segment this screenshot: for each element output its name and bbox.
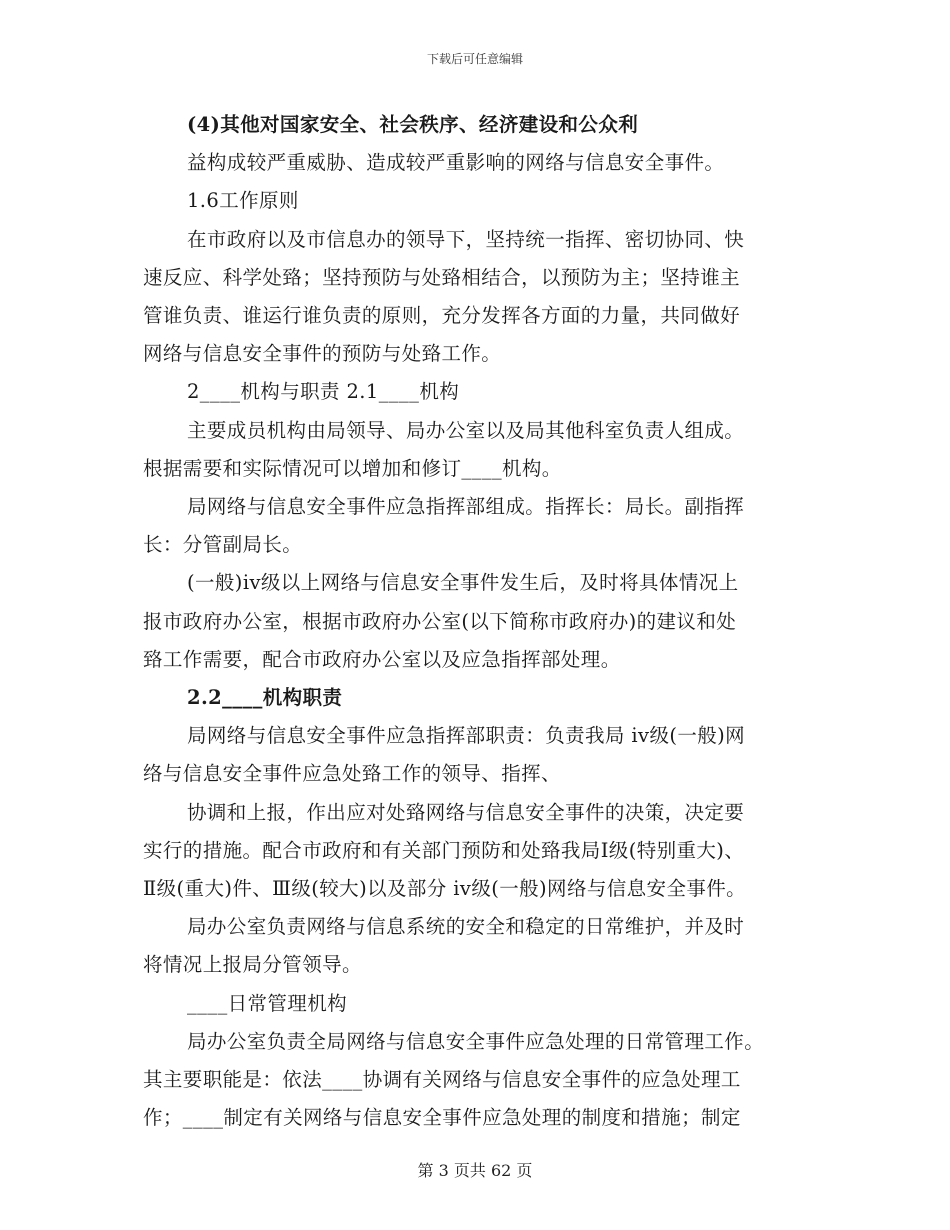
section-heading: 1.6工作原则 [187, 189, 299, 213]
paragraph-line: 协调和上报，作出应对处臵网络与信息安全事件的决策，决定要 [187, 800, 745, 824]
paragraph-line: 益构成较严重威胁、造成较严重影响的网络与信息安全事件。 [187, 151, 725, 175]
paragraph-line: Ⅱ级(重大)件、Ⅲ级(较大)以及部分 iv级(一般)网络与信息安全事件。 [143, 877, 747, 901]
paragraph-line: 实行的措施。配合市政府和有关部门预防和处臵我局Ⅰ级(特别重大)、 [143, 838, 745, 862]
paragraph-line: 局办公室负责全局网络与信息安全事件应急处理的日常管理工作。 [187, 1029, 765, 1053]
paragraph-line: 速反应、科学处臵；坚持预防与处臵相结合，以预防为主；坚持谁主 [143, 265, 741, 289]
paragraph-line: 根据需要和实际情况可以增加和修订____机构。 [143, 456, 562, 480]
paragraph-line: 臵工作需要，配合市政府办公室以及应急指挥部处理。 [143, 647, 621, 671]
page-number-footer: 第 3 页共 62 页 [417, 1161, 533, 1180]
page-header-note: 下载后可任意编辑 [426, 52, 523, 66]
paragraph-line: 局网络与信息安全事件应急指挥部组成。指挥长：局长。副指挥 [187, 495, 745, 519]
document-body [143, 106, 823, 1137]
section-heading: 2.2____机构职责 [187, 686, 343, 710]
section-heading: 2____机构与职责 2.1____机构 [187, 380, 460, 404]
paragraph-line: 局网络与信息安全事件应急指挥部职责：负责我局 iv级(一般)网 [187, 724, 746, 748]
paragraph-line: 作；____制定有关网络与信息安全事件应急处理的制度和措施；制定 [143, 1106, 741, 1130]
paragraph-line: 主要成员机构由局领导、局办公室以及局其他科室负责人组成。 [187, 418, 745, 442]
paragraph-line: 管谁负责、谁运行谁负责的原则，充分发挥各方面的力量，共同做好 [143, 304, 741, 328]
paragraph-line: (一般)iv级以上网络与信息安全事件发生后，及时将具体情况上 [187, 571, 739, 595]
paragraph-line: 报市政府办公室，根据市政府办公室(以下简称市政府办)的建议和处 [143, 609, 737, 633]
paragraph-line: 络与信息安全事件应急处臵工作的领导、指挥、 [143, 762, 561, 786]
paragraph-line: 长：分管副局长。 [143, 533, 303, 557]
paragraph-line: 在市政府以及市信息办的领导下，坚持统一指挥、密切协同、快 [187, 227, 745, 251]
paragraph-line: 将情况上报局分管领导。 [143, 953, 362, 977]
section-heading: ____日常管理机构 [187, 991, 348, 1015]
paragraph-line: 局办公室负责网络与信息系统的安全和稳定的日常维护，并及时 [187, 915, 745, 939]
paragraph-line: (4)其他对国家安全、社会秩序、经济建设和公众利 [187, 113, 639, 136]
paragraph-line: 其主要职能是：依法____协调有关网络与信息安全事件的应急处理工 [143, 1068, 741, 1092]
paragraph-line: 网络与信息安全事件的预防与处臵工作。 [143, 342, 502, 366]
